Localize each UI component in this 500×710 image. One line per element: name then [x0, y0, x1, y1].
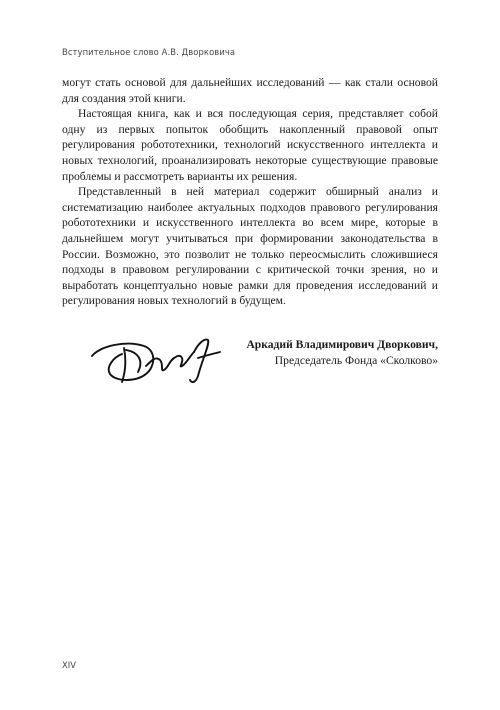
running-header: Вступительное слово А.В. Дворковича [62, 47, 236, 57]
signatory-name: Аркадий Владимирович Дворкович, [246, 338, 438, 351]
signature-block [246, 337, 438, 369]
handwritten-signature [86, 326, 226, 388]
signatory-title: Председатель Фонда «Сколково» [274, 354, 438, 367]
body-text [62, 75, 438, 309]
paragraph: Представленный в ней материал содержит обширный анализ и систематизацию наиболее актуальных подходов правового регулирования робототехники и искусственного интеллекта во всем мире, которые в дальнейшем могут учитываться при формировании законодательства в России. Возможно, это позволит не только переосмыслить сложившиеся подходы в правовом регулировании с критической точки зрения, но и выработать концептуально новые рамки для проведения исследований и регулирования новых технологий в будущем. [62, 185, 438, 308]
page-number: XIV [62, 660, 76, 670]
paragraph-continuation: могут стать основой для дальнейших исследований — как стали основой для создания этой книги. [62, 76, 438, 105]
paragraph: Настоящая книга, как и вся последующая серия, представляет собой одну из первых попыток обобщить накопленный правовой опыт регулирования робототехники, технологий искусственного интеллекта и новых технологий, проанализировать некоторые существующие правовые проблемы и рассмотреть варианты их решения. [62, 107, 438, 183]
